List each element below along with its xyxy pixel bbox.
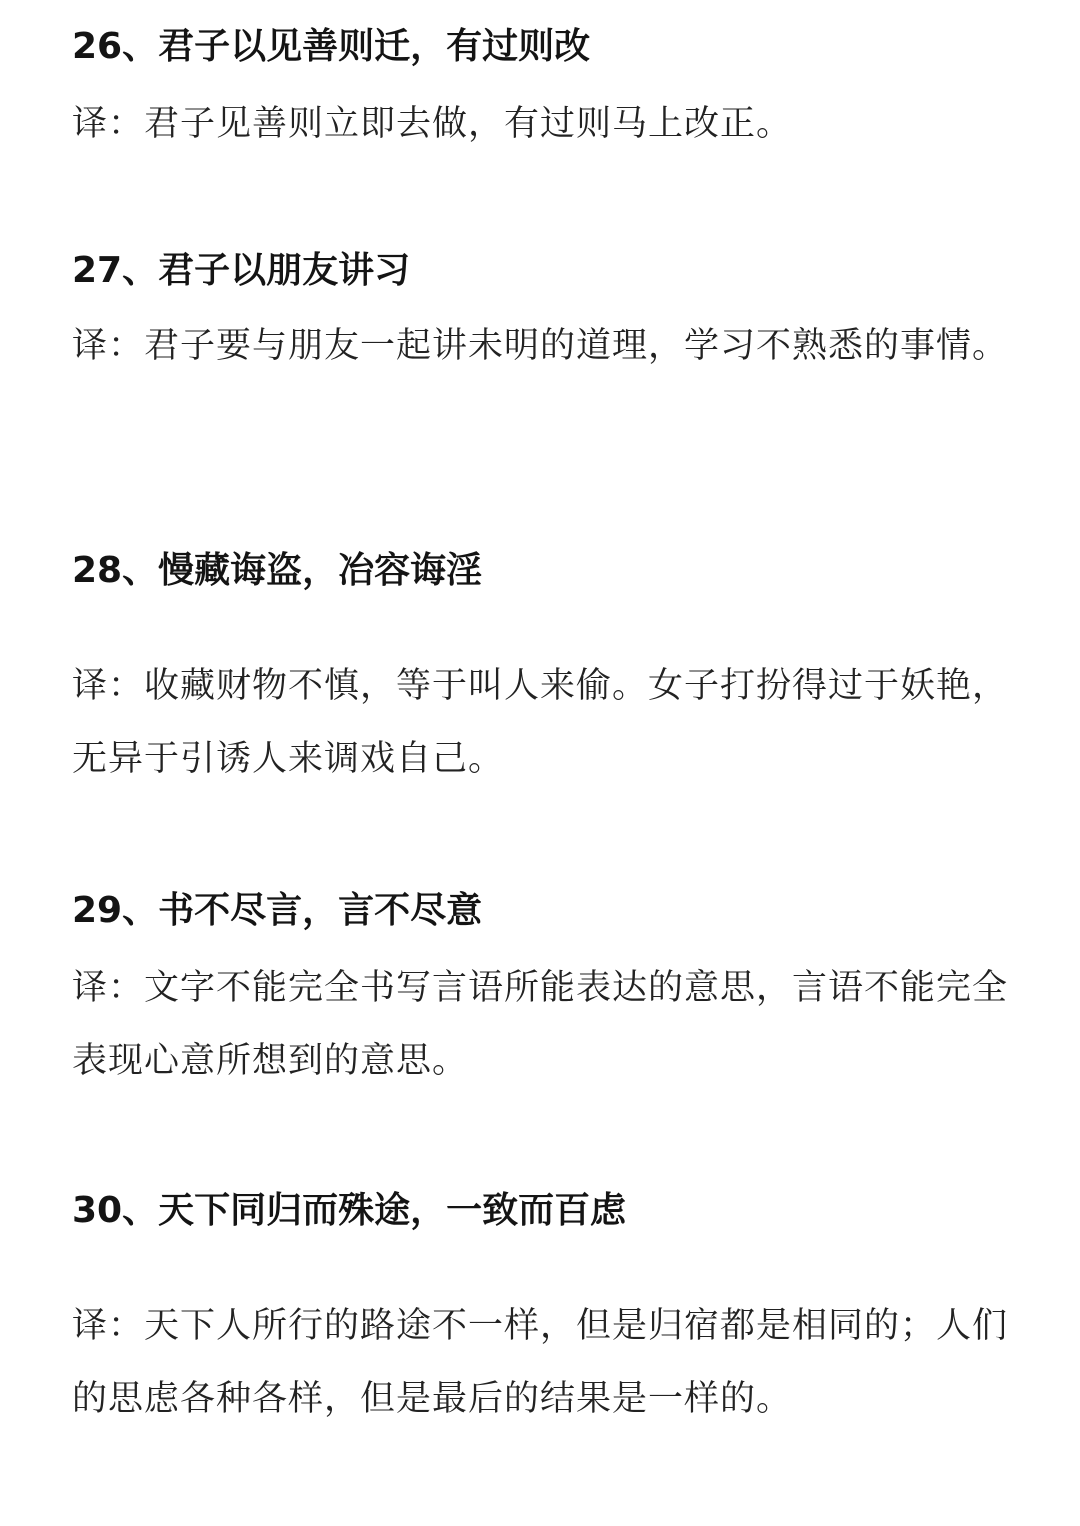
entry-29-heading: 29、书不尽言，言不尽意	[72, 890, 483, 931]
entry-27-heading: 27、君子以朋友讲习	[72, 250, 411, 291]
entry-30-translation: 译：天下人所行的路途不一样，但是归宿都是相同的；人们的思虑各种各样，但是最后的结果是一样的。	[72, 1306, 1009, 1419]
entry-26-translation: 译：君子见善则立即去做，有过则马上改正。	[72, 104, 793, 144]
entry-30-heading: 30、天下同归而殊途，一致而百虑	[72, 1190, 627, 1231]
entry-28-heading: 28、慢藏诲盗，冶容诲淫	[72, 550, 483, 591]
entry-29-translation: 译：文字不能完全书写言语所能表达的意思，言语不能完全表现心意所想到的意思。	[72, 968, 1009, 1081]
entry-26-heading: 26、君子以见善则迁，有过则改	[72, 26, 591, 67]
entry-27-translation: 译：君子要与朋友一起讲未明的道理，学习不熟悉的事情。	[72, 326, 1009, 366]
entry-28-translation: 译：收藏财物不慎，等于叫人来偷。女子打扮得过于妖艳，无异于引诱人来调戏自己。	[72, 666, 1009, 779]
